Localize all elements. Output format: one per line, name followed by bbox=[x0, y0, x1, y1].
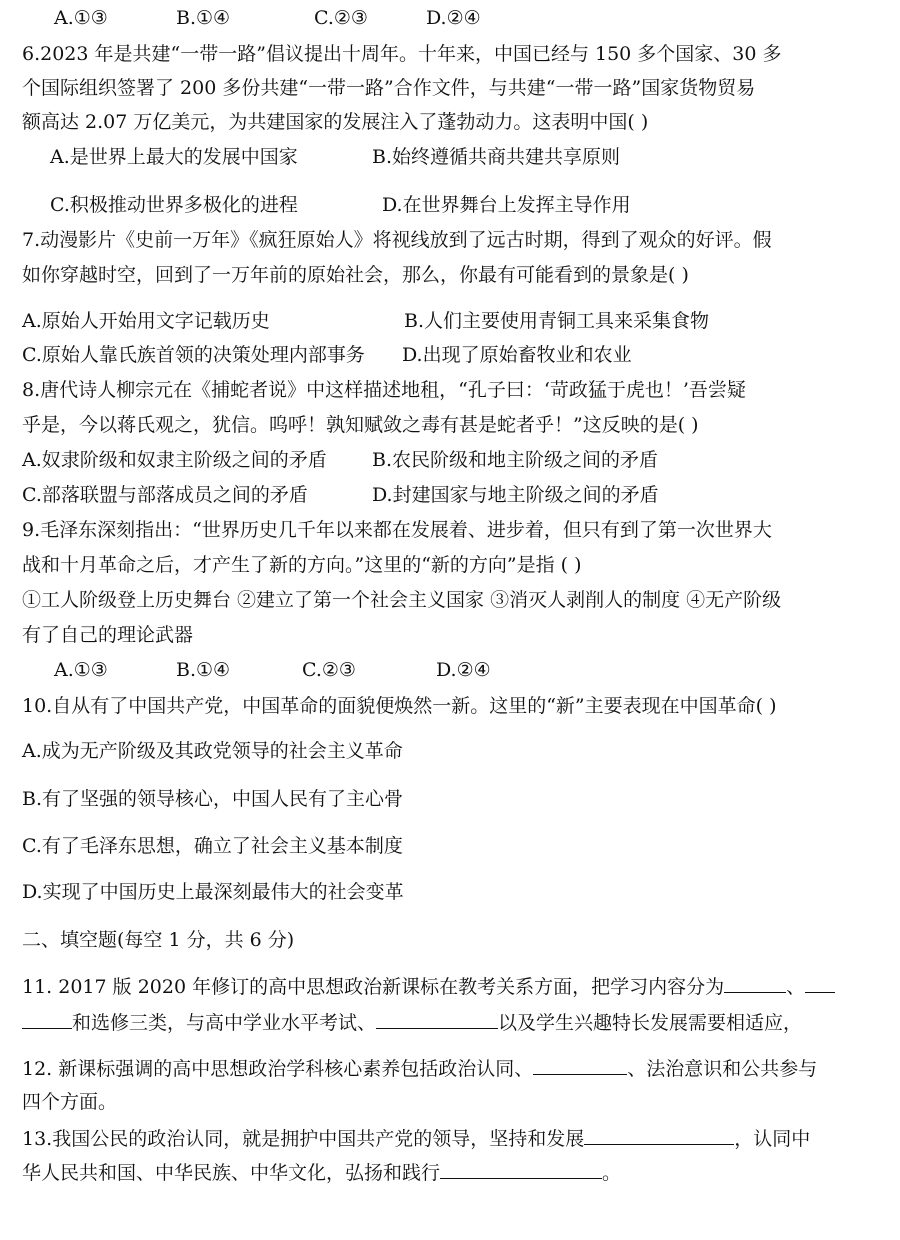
q9-option-c: C.②③ bbox=[302, 659, 356, 681]
q11-blank-2-cont[interactable] bbox=[22, 1008, 72, 1029]
q6-stem-line: 额高达 2.07 万亿美元，为共建国家的发展注入了蓬勃动力。这表明中国( ) bbox=[22, 111, 649, 133]
q9-statements-line: 有了自己的理论武器 bbox=[22, 624, 194, 646]
q13-text: ，认同中 bbox=[734, 1128, 811, 1150]
q6-option-b: B.始终遵循共商共建共享原则 bbox=[372, 146, 621, 168]
q12-text: 、法治意识和公共参与 bbox=[627, 1058, 818, 1080]
q8-option-a: A.奴隶阶级和奴隶主阶级之间的矛盾 bbox=[22, 449, 327, 471]
top-option-a: A.①③ bbox=[54, 7, 108, 29]
q7-option-b: B.人们主要使用青铜工具来采集食物 bbox=[404, 310, 710, 332]
q10-option-b: B.有了坚强的领导核心，中国人民有了主心骨 bbox=[22, 788, 404, 810]
q11-text: 以及学生兴趣特长发展需要相适应， bbox=[498, 1012, 803, 1034]
q8-stem-line: 乎是，今以蒋氏观之，犹信。呜呼！孰知赋敛之毒有甚是蛇者乎！”这反映的是( ) bbox=[22, 414, 699, 436]
q12-blank-1[interactable] bbox=[533, 1054, 627, 1075]
q10-option-d: D.实现了中国历史上最深刻最伟大的社会变革 bbox=[22, 881, 404, 903]
q9-option-a: A.①③ bbox=[54, 659, 108, 681]
q13-text: 。 bbox=[602, 1162, 622, 1184]
top-option-d: D.②④ bbox=[426, 7, 481, 29]
q11-text: 和选修三类，与高中学业水平考试、 bbox=[72, 1012, 377, 1034]
section-heading: 二、填空题(每空 1 分，共 6 分) bbox=[22, 929, 295, 951]
top-option-b: B.①④ bbox=[176, 7, 231, 29]
q7-option-c: C.原始人靠氏族首领的决策处理内部事务 bbox=[22, 344, 365, 366]
q13-text: 13.我国公民的政治认同，就是拥护中国共产党的领导，坚持和发展 bbox=[22, 1128, 585, 1150]
q8-option-b: B.农民阶级和地主阶级之间的矛盾 bbox=[372, 449, 659, 471]
q8-stem-line: 8.唐代诗人柳宗元在《捕蛇者说》中这样描述地租，“孔子曰：‘苛政猛于虎也！’吾尝疑 bbox=[22, 379, 746, 401]
q12-line-2: 四个方面。 bbox=[22, 1091, 118, 1113]
q13-line-1 bbox=[22, 1124, 810, 1153]
q9-option-b: B.①④ bbox=[176, 659, 231, 681]
q8-option-c: C.部落联盟与部落成员之间的矛盾 bbox=[22, 484, 308, 506]
q11-line-2 bbox=[22, 1008, 802, 1037]
q11-blank-1[interactable] bbox=[724, 972, 786, 993]
q11-blank-3[interactable] bbox=[376, 1008, 498, 1029]
q11-line-1 bbox=[22, 972, 835, 1001]
q9-stem-line: 9.毛泽东深刻指出：“世界历史几千年以来都在发展着、进步着，但只有到了第一次世界大 bbox=[22, 519, 772, 541]
top-option-c: C.②③ bbox=[314, 7, 368, 29]
q10-option-c: C.有了毛泽东思想，确立了社会主义基本制度 bbox=[22, 835, 403, 857]
q9-option-d: D.②④ bbox=[436, 659, 491, 681]
q8-option-d: D.封建国家与地主阶级之间的矛盾 bbox=[372, 484, 659, 506]
q11-text: 11. 2017 版 2020 年修订的高中思想政治新课标在教考关系方面，把学习内容分为 bbox=[22, 976, 725, 998]
q11-blank-2[interactable] bbox=[805, 972, 835, 993]
q7-stem-line: 如你穿越时空，回到了一万年前的原始社会，那么，你最有可能看到的景象是( ) bbox=[22, 264, 689, 286]
q7-option-d: D.出现了原始畜牧业和农业 bbox=[402, 344, 632, 366]
q12-text: 12. 新课标强调的高中思想政治学科核心素养包括政治认同、 bbox=[22, 1058, 534, 1080]
q13-blank-1[interactable] bbox=[584, 1124, 734, 1145]
q7-stem-line: 7.动漫影片《史前一万年》《疯狂原始人》将视线放到了远古时期，得到了观众的好评。假 bbox=[22, 229, 772, 251]
q7-option-a: A.原始人开始用文字记载历史 bbox=[22, 310, 270, 332]
q13-line-2 bbox=[22, 1158, 621, 1187]
q11-separator: 、 bbox=[786, 976, 806, 998]
q6-stem-line: 6.2023 年是共建“一带一路”倡议提出十周年。十年来，中国已经与 150 多个国家、30 多 bbox=[22, 43, 782, 65]
q10-stem: 10.自从有了中国共产党，中国革命的面貌便焕然一新。这里的“新”主要表现在中国革命( ) bbox=[22, 695, 777, 717]
q13-text: 华人民共和国、中华民族、中华文化，弘扬和践行 bbox=[22, 1162, 441, 1184]
q6-option-a: A.是世界上最大的发展中国家 bbox=[50, 146, 298, 168]
q6-option-d: D.在世界舞台上发挥主导作用 bbox=[382, 194, 631, 216]
q6-option-c: C.积极推动世界多极化的进程 bbox=[50, 194, 298, 216]
q6-stem-line: 个国际组织签署了 200 多份共建“一带一路”合作文件，与共建“一带一路”国家货物贸易 bbox=[22, 77, 756, 99]
q13-blank-2[interactable] bbox=[440, 1158, 602, 1179]
q9-stem-line: 战和十月革命之后，才产生了新的方向。”这里的“新的方向”是指 ( ) bbox=[22, 554, 582, 576]
q9-statements-line: ①工人阶级登上历史舞台 ②建立了第一个社会主义国家 ③消灭人剥削人的制度 ④无产阶级 bbox=[22, 589, 782, 611]
q10-option-a: A.成为无产阶级及其政党领导的社会主义革命 bbox=[22, 740, 403, 762]
q12-line-1 bbox=[22, 1054, 817, 1083]
